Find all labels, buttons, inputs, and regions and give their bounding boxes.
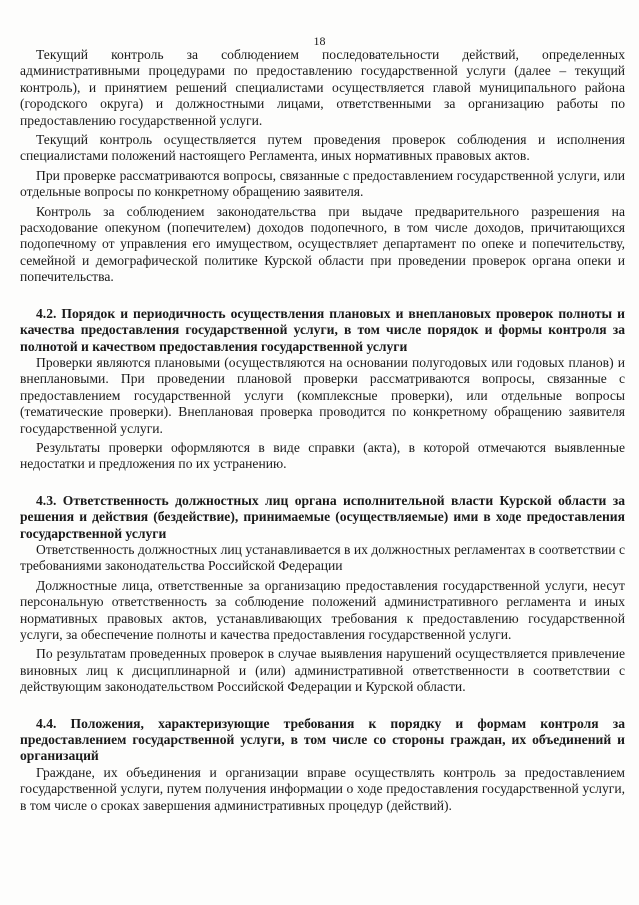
section-4-2-paragraph-2: Результаты проверки оформляются в виде справки (акта), в которой отмечаются выявленные недостатки и предложения по их устранению. bbox=[20, 439, 625, 472]
intro-paragraph-4: Контроль за соблюдением законодательства при выдаче предварительного разрешения на расходование опекуном (попечителем) доходов подопечного, в том числе доходов, причитающихся подопечному от управления его имуществом, осуществляет департамент по опеке и попечительству, семейной и демографической политике Курской области при проведении проверок органа опеки и попечительства. bbox=[20, 203, 625, 285]
section-4-3-paragraph-2: Должностные лица, ответственные за организацию предоставления государственной услуги, несут персональную ответственность за соблюдение положений административного регламента и иных нормативных правовых актов, устанавливающих требования к предоставлению государственной услуги, за обеспечение полноты и качества предоставления государственной услуги. bbox=[20, 577, 625, 642]
intro-paragraph-3: При проверке рассматриваются вопросы, связанные с предоставлением государственной услуги, или отдельные вопросы по конкретному обращению заявителя. bbox=[20, 167, 625, 200]
section-4-4-paragraph-1: Граждане, их объединения и организации вправе осуществлять контроль за предоставлением государственной услуги, путем получения информации о ходе предоставления государственной услуги, в том числе о сроках завершения административных процедур (действий). bbox=[20, 764, 625, 813]
document-body bbox=[20, 47, 625, 814]
section-4-4-heading: 4.4. Положения, характеризующие требования к порядку и формам контроля за предоставлением государственной услуги, в том числе со стороны граждан, их объединений и организаций bbox=[20, 715, 625, 764]
section-4-3-heading: 4.3. Ответственность должностных лиц органа исполнительной власти Курской области за решения и действия (бездействие), принимаемые (осуществляемые) ими в ходе предоставления государственной услуги bbox=[20, 492, 625, 541]
intro-paragraph-1: Текущий контроль за соблюдением последовательности действий, определенных административными процедурами по предоставлению государственной услуги (далее – текущий контроль), и принятием решений специалистами осуществляется главой муниципального района (городского округа) и должностными лицами, ответственными за организацию работы по предоставлению государственной услуги. bbox=[20, 47, 625, 128]
section-4-3-paragraph-1: Ответственность должностных лиц устанавливается в их должностных регламентах в соответствии с требованиями законодательства Российской Федерации bbox=[20, 541, 625, 574]
section-4-2-paragraph-1: Проверки являются плановыми (осуществляются на основании полугодовых или годовых планов) и внеплановыми. При проведении плановой проверки рассматриваются вопросы, связанные с предоставлением государственной услуги (комплексные проверки), или отдельные вопросы (тематические проверки). Внеплановая проверка проводится по конкретному обращению заявителя государственной услуги. bbox=[20, 354, 625, 436]
intro-paragraph-2: Текущий контроль осуществляется путем проведения проверок соблюдения и исполнения специалистами положений настоящего Регламента, иных нормативных правовых актов. bbox=[20, 132, 625, 164]
section-4-2-heading: 4.2. Порядок и периодичность осуществления плановых и внеплановых проверок полноты и качества предоставления государственной услуги, в том числе порядок и формы контроля за полнотой и качеством предоставления государственной услуги bbox=[20, 305, 625, 354]
section-4-3-paragraph-3: По результатам проведенных проверок в случае выявления нарушений осуществляется привлечение виновных лиц к дисциплинарной и (или) административной ответственности в соответствии с действующим законодательством Российской Федерации и Курской области. bbox=[20, 646, 625, 695]
page-number: 18 bbox=[313, 34, 326, 48]
